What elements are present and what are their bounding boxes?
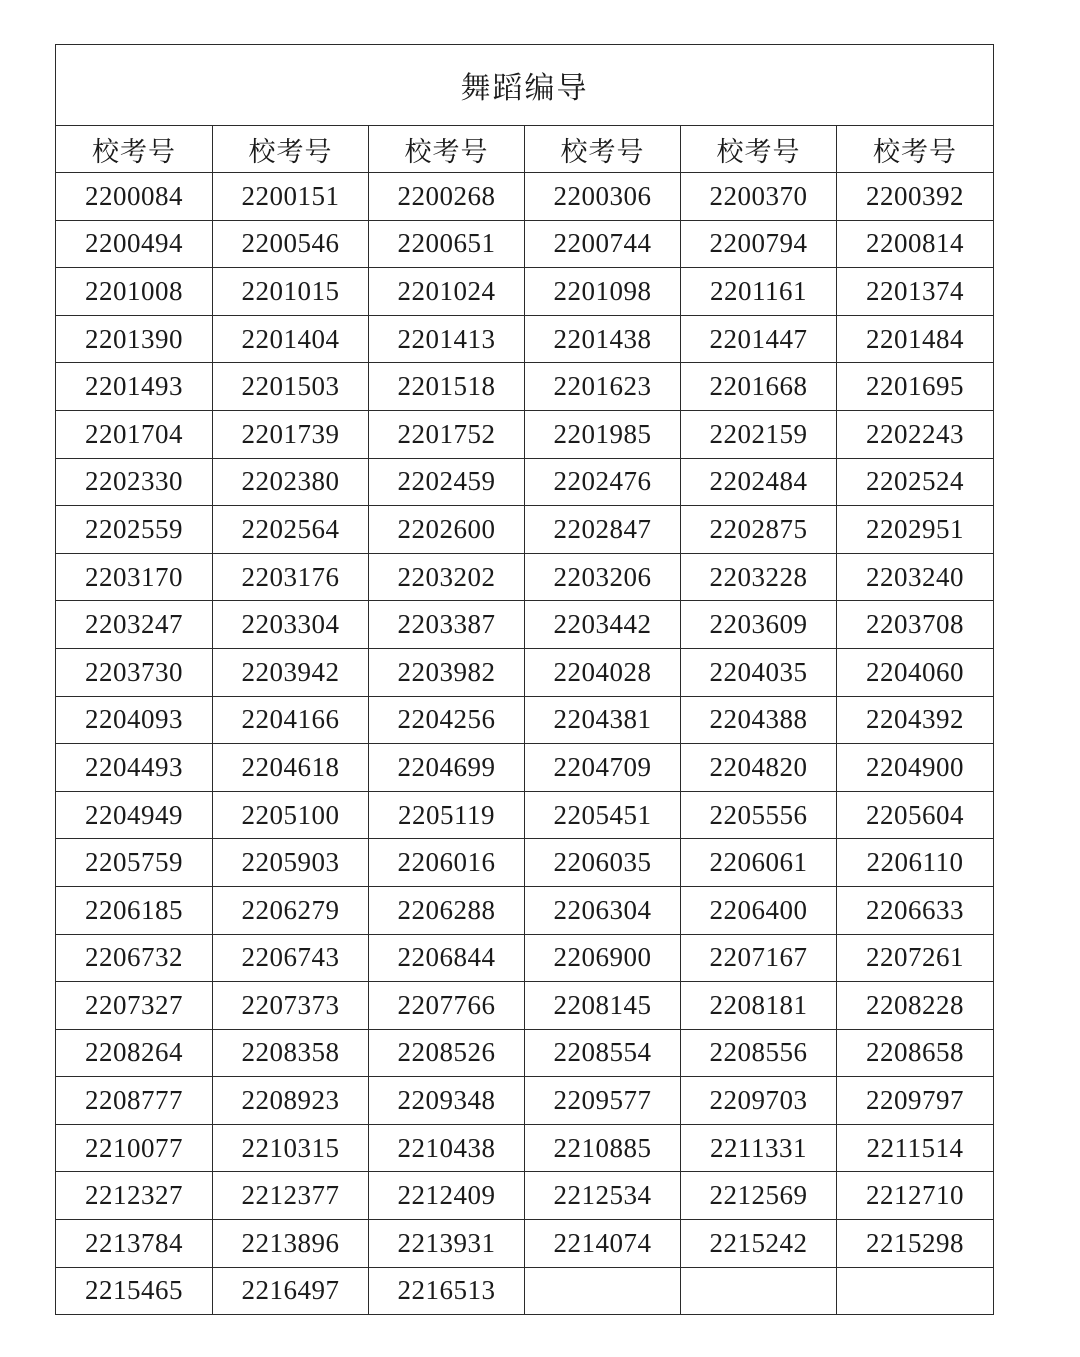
- exam-number-cell: 2201695: [837, 363, 994, 411]
- exam-number-cell: 2216497: [213, 1267, 369, 1315]
- exam-number-cell: 2203240: [837, 553, 994, 601]
- exam-number-cell: 2203247: [56, 601, 213, 649]
- exam-number-cell: 2203609: [681, 601, 837, 649]
- exam-number-cell: 2202600: [369, 506, 525, 554]
- exam-number-cell: 2213896: [213, 1220, 369, 1268]
- exam-number-cell: 2202564: [213, 506, 369, 554]
- exam-number-cell: 2206035: [525, 839, 681, 887]
- exam-number-cell: 2201024: [369, 268, 525, 316]
- exam-number-cell: 2203202: [369, 553, 525, 601]
- table-row: [56, 791, 994, 839]
- exam-number-cell: 2200370: [681, 173, 837, 221]
- table-row: [56, 1029, 994, 1077]
- exam-number-cell: 2205604: [837, 791, 994, 839]
- exam-number-cell: 2205556: [681, 791, 837, 839]
- exam-number-cell: 2204388: [681, 696, 837, 744]
- exam-number-cell: 2212327: [56, 1172, 213, 1220]
- table-row: [56, 1267, 994, 1315]
- exam-number-cell: 2200794: [681, 220, 837, 268]
- exam-number-cell: 2201404: [213, 315, 369, 363]
- exam-number-cell: 2208554: [525, 1029, 681, 1077]
- exam-number-cell: 2201098: [525, 268, 681, 316]
- exam-number-cell: 2204093: [56, 696, 213, 744]
- exam-number-cell: 2203387: [369, 601, 525, 649]
- exam-number-cell: 2210438: [369, 1124, 525, 1172]
- exam-number-cell: 2206288: [369, 886, 525, 934]
- exam-number-cell: 2204900: [837, 744, 994, 792]
- table-row: [56, 982, 994, 1030]
- exam-number-cell: 2205759: [56, 839, 213, 887]
- exam-number-cell: 2206279: [213, 886, 369, 934]
- exam-number-cell: 2208181: [681, 982, 837, 1030]
- table-row: [56, 601, 994, 649]
- exam-number-cell: 2206185: [56, 886, 213, 934]
- exam-number-cell: 2201390: [56, 315, 213, 363]
- exam-number-cell: 2215242: [681, 1220, 837, 1268]
- exam-number-cell: 2207327: [56, 982, 213, 1030]
- table-row: [56, 363, 994, 411]
- exam-number-cell: 2201752: [369, 410, 525, 458]
- exam-number-cell: 2208526: [369, 1029, 525, 1077]
- exam-number-cell: 2209348: [369, 1077, 525, 1125]
- exam-number-cell: 2204618: [213, 744, 369, 792]
- table-title: 舞蹈编导: [56, 45, 994, 126]
- exam-number-cell: 2204256: [369, 696, 525, 744]
- exam-number-cell: 2205903: [213, 839, 369, 887]
- exam-number-cell: 2203206: [525, 553, 681, 601]
- exam-number-cell: 2202847: [525, 506, 681, 554]
- exam-number-cell: 2201739: [213, 410, 369, 458]
- exam-number-cell: 2204035: [681, 648, 837, 696]
- exam-number-cell: 2206400: [681, 886, 837, 934]
- exam-number-cell: 2208923: [213, 1077, 369, 1125]
- exam-number-cell: 2204166: [213, 696, 369, 744]
- title-row: [56, 45, 994, 126]
- exam-number-cell: 2215298: [837, 1220, 994, 1268]
- table-row: [56, 1077, 994, 1125]
- exam-number-cell: 2205119: [369, 791, 525, 839]
- exam-number-table: [55, 44, 994, 1315]
- exam-number-cell: 2206633: [837, 886, 994, 934]
- exam-number-cell: 2202159: [681, 410, 837, 458]
- exam-number-cell: 2206732: [56, 934, 213, 982]
- exam-number-cell: 2208358: [213, 1029, 369, 1077]
- exam-number-cell: 2200494: [56, 220, 213, 268]
- exam-number-cell: 2200392: [837, 173, 994, 221]
- exam-number-cell: 2201623: [525, 363, 681, 411]
- exam-number-cell: 2214074: [525, 1220, 681, 1268]
- exam-number-cell: 2204709: [525, 744, 681, 792]
- table-row: [56, 553, 994, 601]
- exam-number-cell: 2201374: [837, 268, 994, 316]
- exam-number-cell: 2200651: [369, 220, 525, 268]
- exam-number-cell: 2201161: [681, 268, 837, 316]
- exam-number-cell: 2212534: [525, 1172, 681, 1220]
- table-row: [56, 744, 994, 792]
- exam-number-cell: 2200084: [56, 173, 213, 221]
- exam-number-cell: 2210885: [525, 1124, 681, 1172]
- exam-number-cell: 2213784: [56, 1220, 213, 1268]
- exam-number-cell: 2206016: [369, 839, 525, 887]
- table-row: [56, 315, 994, 363]
- exam-number-cell: 2204949: [56, 791, 213, 839]
- table-row: [56, 934, 994, 982]
- exam-number-cell: 2212409: [369, 1172, 525, 1220]
- exam-number-cell: 2202380: [213, 458, 369, 506]
- exam-number-cell: 2208777: [56, 1077, 213, 1125]
- exam-number-cell: 2201518: [369, 363, 525, 411]
- table-row: [56, 220, 994, 268]
- exam-number-cell: 2202476: [525, 458, 681, 506]
- table-row: [56, 173, 994, 221]
- table-row: [56, 696, 994, 744]
- exam-number-cell: 2208145: [525, 982, 681, 1030]
- exam-number-cell: 2212569: [681, 1172, 837, 1220]
- table-row: [56, 648, 994, 696]
- exam-number-cell: [525, 1267, 681, 1315]
- exam-number-cell: 2202559: [56, 506, 213, 554]
- exam-number-cell: 2209797: [837, 1077, 994, 1125]
- exam-number-cell: 2204820: [681, 744, 837, 792]
- header-row: [56, 126, 994, 173]
- exam-number-cell: [837, 1267, 994, 1315]
- exam-number-cell: 2204381: [525, 696, 681, 744]
- exam-number-cell: 2203176: [213, 553, 369, 601]
- column-header: 校考号: [213, 126, 369, 173]
- exam-number-cell: 2204060: [837, 648, 994, 696]
- table-row: [56, 1124, 994, 1172]
- exam-number-cell: 2201015: [213, 268, 369, 316]
- column-header: 校考号: [681, 126, 837, 173]
- roster-sheet: [55, 44, 993, 1315]
- exam-number-cell: 2205451: [525, 791, 681, 839]
- exam-number-cell: 2203708: [837, 601, 994, 649]
- exam-number-cell: 2201493: [56, 363, 213, 411]
- exam-number-cell: 2201484: [837, 315, 994, 363]
- exam-number-cell: 2200744: [525, 220, 681, 268]
- exam-number-cell: 2206900: [525, 934, 681, 982]
- exam-number-cell: 2208556: [681, 1029, 837, 1077]
- exam-number-cell: 2211331: [681, 1124, 837, 1172]
- exam-number-cell: 2202459: [369, 458, 525, 506]
- table-row: [56, 268, 994, 316]
- exam-number-cell: 2205100: [213, 791, 369, 839]
- exam-number-cell: 2204493: [56, 744, 213, 792]
- table-row: [56, 1172, 994, 1220]
- exam-number-cell: 2201668: [681, 363, 837, 411]
- exam-number-cell: 2209577: [525, 1077, 681, 1125]
- table-row: [56, 458, 994, 506]
- exam-number-cell: 2213931: [369, 1220, 525, 1268]
- exam-number-cell: [681, 1267, 837, 1315]
- exam-number-cell: 2203942: [213, 648, 369, 696]
- exam-number-cell: 2216513: [369, 1267, 525, 1315]
- exam-number-cell: 2207766: [369, 982, 525, 1030]
- exam-number-cell: 2201985: [525, 410, 681, 458]
- column-header: 校考号: [369, 126, 525, 173]
- column-header: 校考号: [56, 126, 213, 173]
- exam-number-cell: 2212377: [213, 1172, 369, 1220]
- exam-number-cell: 2202951: [837, 506, 994, 554]
- exam-number-cell: 2207373: [213, 982, 369, 1030]
- table-row: [56, 839, 994, 887]
- exam-number-cell: 2203228: [681, 553, 837, 601]
- exam-number-cell: 2201438: [525, 315, 681, 363]
- exam-number-cell: 2202484: [681, 458, 837, 506]
- exam-number-cell: 2201413: [369, 315, 525, 363]
- exam-number-cell: 2207167: [681, 934, 837, 982]
- table-row: [56, 410, 994, 458]
- exam-number-cell: 2209703: [681, 1077, 837, 1125]
- exam-number-cell: 2208228: [837, 982, 994, 1030]
- exam-number-cell: 2211514: [837, 1124, 994, 1172]
- exam-number-cell: 2202330: [56, 458, 213, 506]
- table-row: [56, 506, 994, 554]
- exam-number-cell: 2202524: [837, 458, 994, 506]
- exam-number-cell: 2203304: [213, 601, 369, 649]
- table-row: [56, 886, 994, 934]
- exam-number-cell: 2206304: [525, 886, 681, 934]
- exam-number-cell: 2206844: [369, 934, 525, 982]
- exam-number-cell: 2210315: [213, 1124, 369, 1172]
- exam-number-cell: 2201008: [56, 268, 213, 316]
- exam-number-cell: 2200306: [525, 173, 681, 221]
- exam-number-cell: 2201503: [213, 363, 369, 411]
- exam-number-cell: 2204392: [837, 696, 994, 744]
- exam-number-cell: 2203982: [369, 648, 525, 696]
- table-row: [56, 1220, 994, 1268]
- exam-number-cell: 2200546: [213, 220, 369, 268]
- exam-number-cell: 2208264: [56, 1029, 213, 1077]
- exam-number-cell: 2202243: [837, 410, 994, 458]
- exam-number-cell: 2201704: [56, 410, 213, 458]
- exam-number-cell: 2212710: [837, 1172, 994, 1220]
- exam-number-cell: 2204028: [525, 648, 681, 696]
- exam-number-cell: 2200268: [369, 173, 525, 221]
- exam-number-cell: 2202875: [681, 506, 837, 554]
- exam-number-cell: 2203730: [56, 648, 213, 696]
- column-header: 校考号: [525, 126, 681, 173]
- exam-number-cell: 2201447: [681, 315, 837, 363]
- exam-number-cell: 2204699: [369, 744, 525, 792]
- column-header: 校考号: [837, 126, 994, 173]
- exam-number-cell: 2206110: [837, 839, 994, 887]
- exam-number-cell: 2203442: [525, 601, 681, 649]
- exam-number-cell: 2200151: [213, 173, 369, 221]
- exam-number-cell: 2206743: [213, 934, 369, 982]
- exam-number-cell: 2207261: [837, 934, 994, 982]
- exam-number-cell: 2210077: [56, 1124, 213, 1172]
- exam-number-cell: 2206061: [681, 839, 837, 887]
- exam-number-cell: 2200814: [837, 220, 994, 268]
- exam-number-cell: 2203170: [56, 553, 213, 601]
- exam-number-cell: 2208658: [837, 1029, 994, 1077]
- exam-number-cell: 2215465: [56, 1267, 213, 1315]
